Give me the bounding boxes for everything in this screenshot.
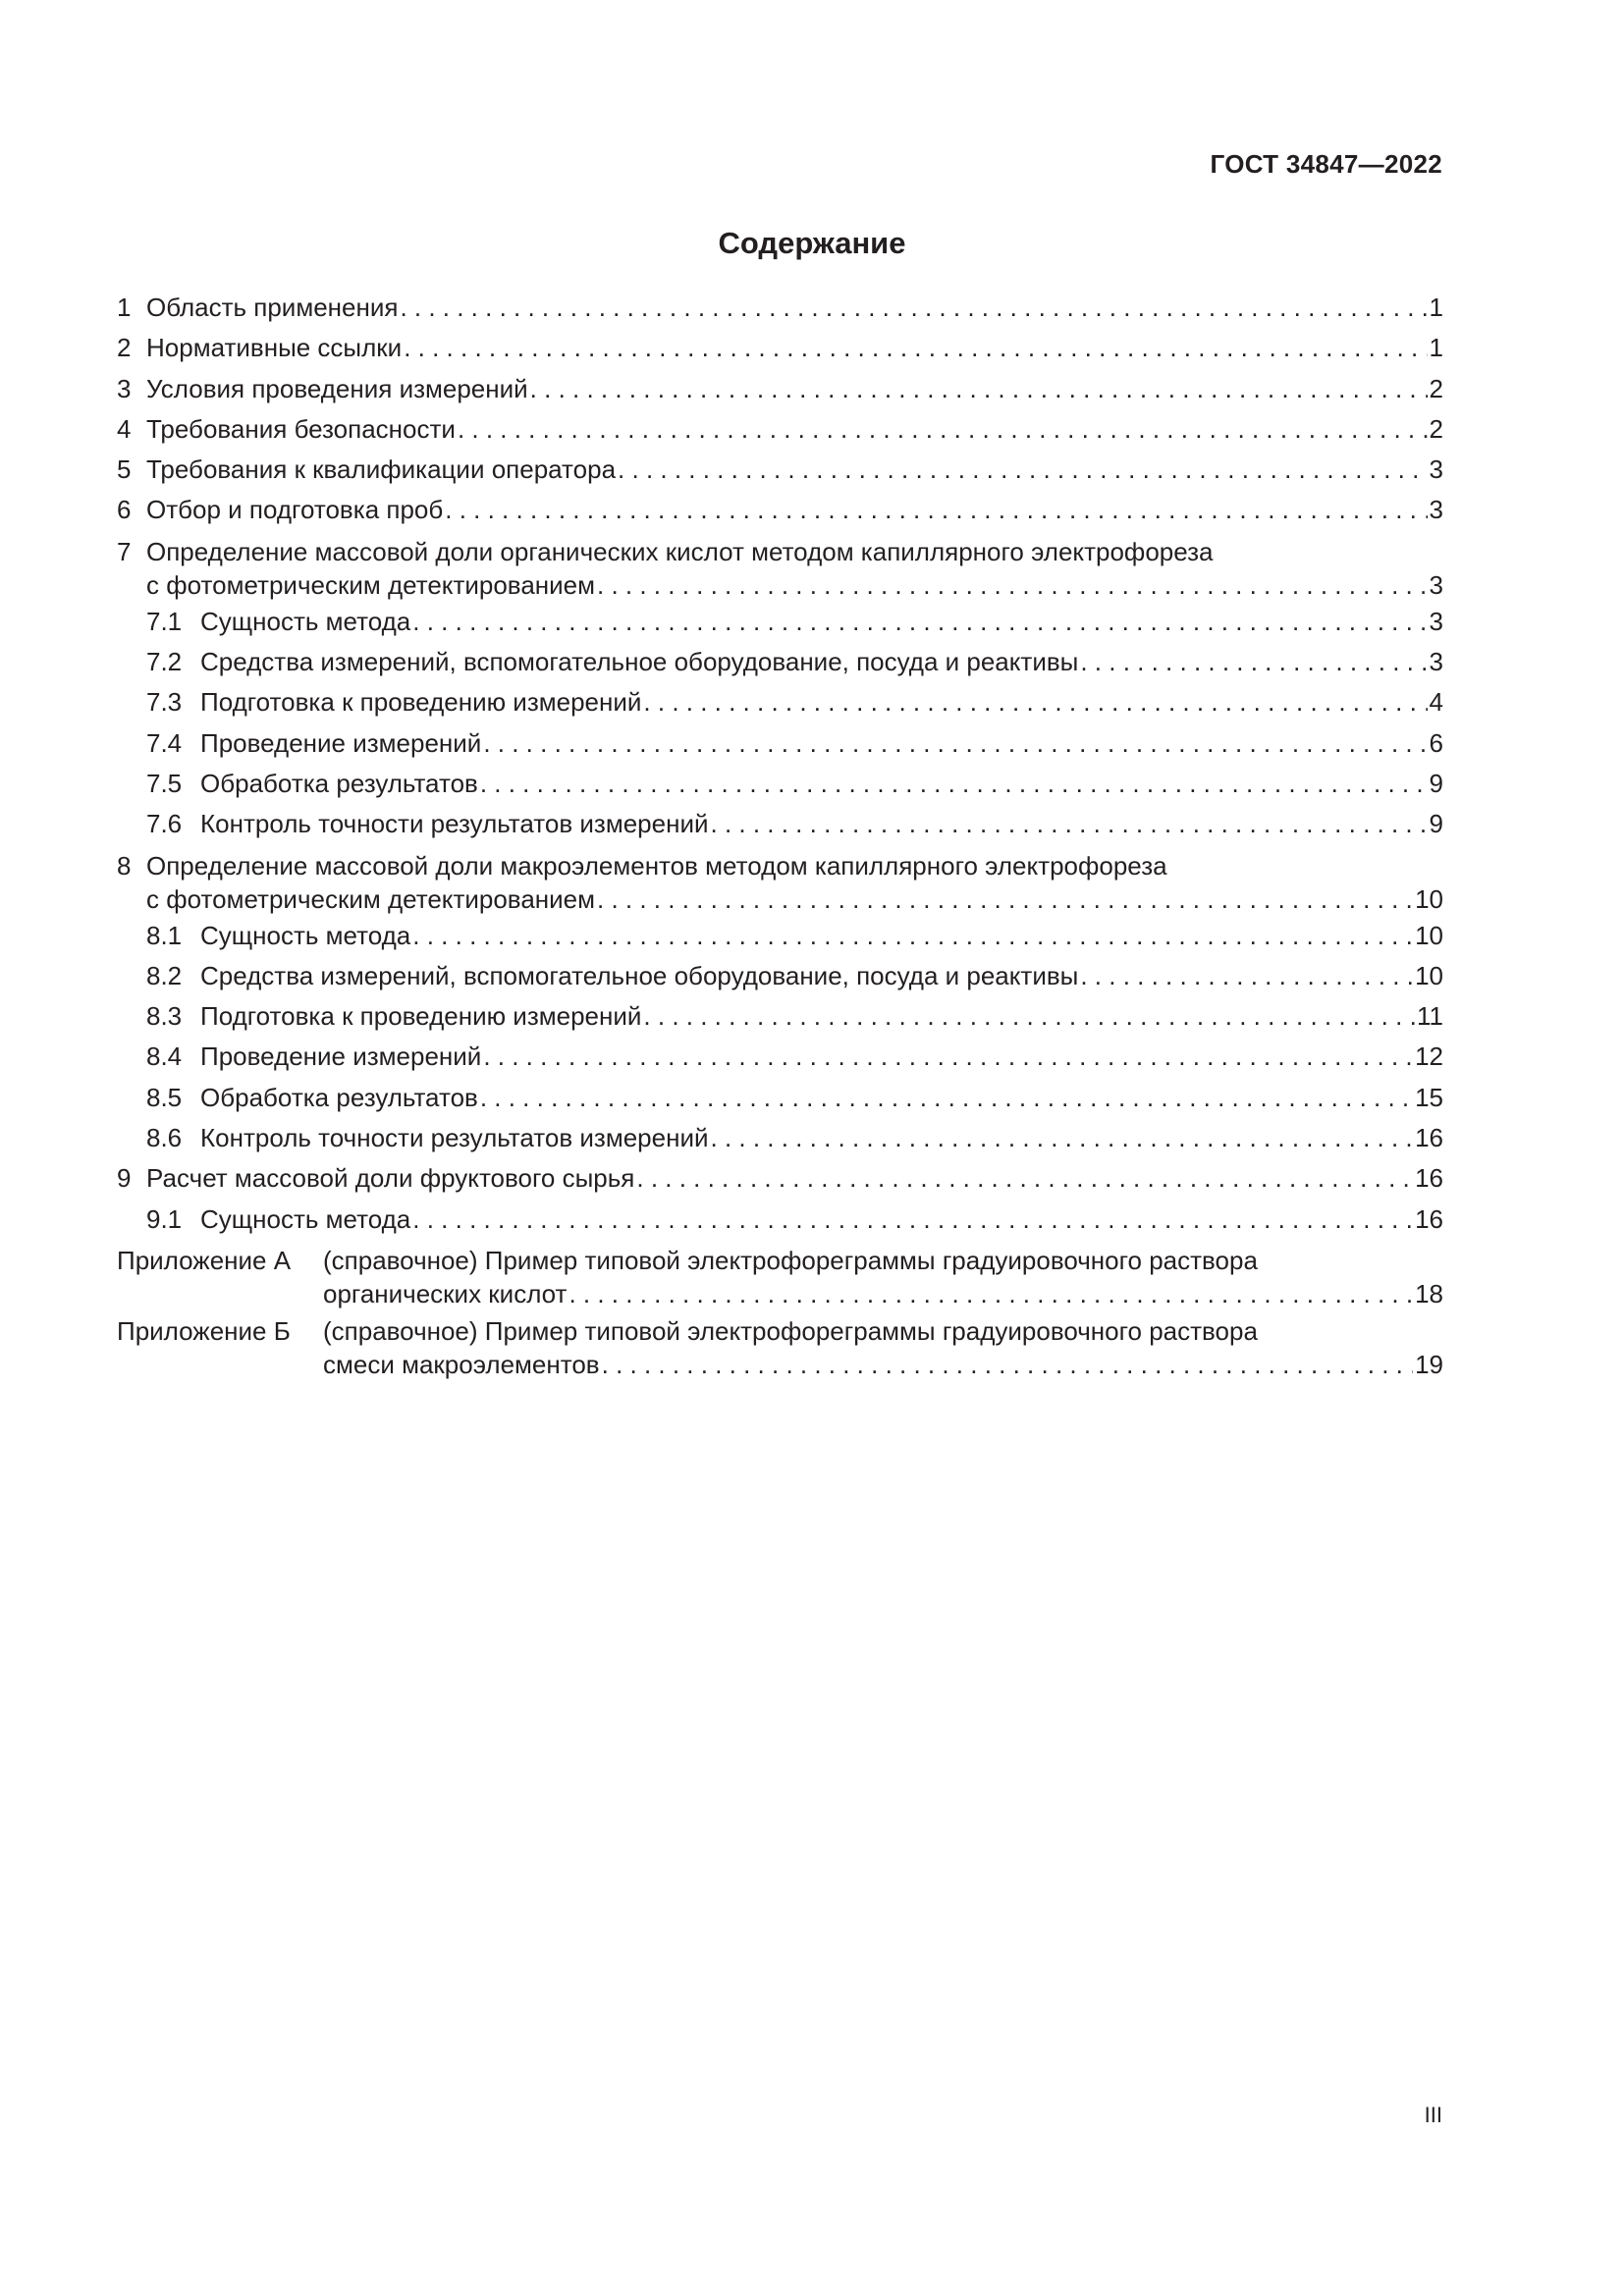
toc-entry-page: 16 [1415,1163,1443,1194]
toc-subentry[interactable] [117,956,1443,996]
toc-entry-page: 16 [1415,1123,1443,1153]
toc-entry-number: 9.1 [146,1203,183,1234]
leader-dots [480,764,1428,804]
toc-entry-label: Сущность метода [200,606,411,636]
toc-entry-number: 6 [117,495,132,525]
toc-entry-page: 18 [1415,1278,1443,1308]
toc-appendix-entry[interactable] [117,1314,1443,1348]
toc-entry-label: (справочное) Пример типовой электрофореграммы градуировочного раствора [323,1245,1258,1275]
toc-entry-label: Средства измерений, вспомогательное оборудование, посуда и реактивы [200,960,1079,990]
toc-entry-continuation[interactable] [117,1277,1443,1310]
toc-entry-page: 12 [1415,1041,1443,1072]
toc-entry-page: 10 [1415,960,1443,990]
toc-entry-label-line2: органических кислот [323,1278,568,1308]
leader-dots [1080,956,1413,996]
toc-entry-number: 8.5 [146,1082,183,1112]
leader-dots [412,602,1427,642]
toc-entry-number: 8 [117,850,132,881]
toc-appendix-entry[interactable] [117,1244,1443,1277]
toc-entry-label: Определение массовой доли органических кислот методом капиллярного электрофореза [146,536,1214,566]
toc-title: Содержание [718,226,906,260]
toc-entry[interactable] [117,535,1443,568]
toc-entry-page: 9 [1429,809,1443,839]
table-of-contents [117,288,1443,1381]
toc-entry-continuation[interactable] [117,882,1443,916]
toc-entry-number: 8.3 [146,1001,183,1032]
leader-dots [483,723,1427,764]
toc-entry-label: Условия проведения измерений [146,373,528,403]
toc-subentry[interactable] [117,682,1443,722]
toc-entry-label: Требования к квалификации оператора [146,454,617,485]
toc-entry[interactable] [117,450,1443,490]
toc-entry-label: Контроль точности результатов измерений [200,1123,709,1153]
toc-entry-label: Сущность метода [200,920,411,950]
toc-entry-number: 7.1 [146,606,183,636]
leader-dots [711,1118,1414,1158]
toc-entry-number: 8.2 [146,960,183,990]
toc-subentry[interactable] [117,1200,1443,1240]
toc-subentry[interactable] [117,602,1443,642]
toc-entry-page: 1 [1429,333,1443,363]
toc-entry-label: (справочное) Пример типовой электрофореграммы градуировочного раствора [323,1315,1258,1346]
leader-dots [1080,642,1427,682]
leader-dots [480,1078,1413,1118]
toc-entry-number: 8.1 [146,920,183,950]
toc-entry-number: 4 [117,413,132,444]
toc-entry-label: Проведение измерений [200,727,482,758]
leader-dots [711,804,1428,844]
toc-entry-label: Подготовка к проведению измерений [200,1001,642,1032]
toc-entry-label: Расчет массовой доли фруктового сырья [146,1163,635,1194]
toc-subentry[interactable] [117,1118,1443,1158]
toc-entry[interactable] [117,490,1443,530]
toc-entry[interactable] [117,288,1443,328]
toc-entry-label: Подготовка к проведению измерений [200,687,642,718]
leader-dots [643,996,1415,1037]
leader-dots [597,568,1428,602]
toc-entry-number: 8.4 [146,1041,183,1072]
leader-dots [412,1200,1413,1240]
leader-dots [530,369,1428,409]
toc-entry-page: 2 [1429,373,1443,403]
document-code: ГОСТ 34847—2022 [1210,149,1442,179]
toc-entry-page: 3 [1429,454,1443,485]
toc-entry-label: Определение массовой доли макроэлементов методом капиллярного электрофореза [146,850,1167,881]
toc-entry-page: 2 [1429,413,1443,444]
toc-entry-page: 6 [1429,727,1443,758]
toc-entry-number: 7.5 [146,768,183,798]
toc-entry-page: 10 [1415,920,1443,950]
toc-entry-page: 3 [1429,495,1443,525]
toc-entry-label: Сущность метода [200,1203,411,1234]
toc-entry[interactable] [117,328,1443,368]
toc-entry-continuation[interactable] [117,1348,1443,1381]
toc-entry-page: 10 [1415,883,1443,914]
toc-entry-number: 7.4 [146,727,183,758]
leader-dots [483,1037,1413,1077]
toc-entry-page: 3 [1429,647,1443,677]
toc-entry-continuation[interactable] [117,568,1443,602]
toc-entry-page: 3 [1429,606,1443,636]
leader-dots [597,882,1413,916]
leader-dots [568,1277,1413,1310]
toc-entry-number: 7.6 [146,809,183,839]
toc-entry-label: Контроль точности результатов измерений [200,809,709,839]
toc-entry[interactable] [117,369,1443,409]
toc-subentry[interactable] [117,1078,1443,1118]
toc-entry-number: 5 [117,454,132,485]
toc-entry[interactable] [117,409,1443,450]
leader-dots [445,490,1427,530]
leader-dots [400,288,1427,328]
toc-entry-number: 8.6 [146,1123,183,1153]
toc-entry-page: 4 [1429,687,1443,718]
toc-entry[interactable] [117,849,1443,882]
toc-entry-number: 3 [117,373,132,403]
toc-appendix-label: Приложение А [117,1245,292,1275]
toc-entry-label: Отбор и подготовка проб [146,495,444,525]
toc-subentry[interactable] [117,996,1443,1037]
toc-entry-number: 7.3 [146,687,183,718]
toc-entry-label: Требования безопасности [146,413,456,444]
toc-entry-label: Обработка результатов [200,1082,478,1112]
toc-entry-number: 9 [117,1163,132,1194]
toc-entry-label-line2: с фотометрическим детектированием [146,883,596,914]
toc-entry-label: Область применения [146,293,399,322]
toc-entry-page: 9 [1429,768,1443,798]
toc-subentry[interactable] [117,804,1443,844]
leader-dots [618,450,1427,490]
leader-dots [458,409,1428,450]
toc-entry-number: 7 [117,536,132,566]
toc-entry-label-line2: с фотометрическим детектированием [146,569,596,600]
toc-entry-page: 15 [1415,1082,1443,1112]
toc-entry-label: Обработка результатов [200,768,478,798]
toc-entry-page: 16 [1415,1203,1443,1234]
leader-dots [643,682,1427,722]
toc-subentry[interactable] [117,916,1443,956]
toc-entry-number: 7.2 [146,647,183,677]
toc-entry-label: Нормативные ссылки [146,333,403,363]
toc-subentry[interactable] [117,723,1443,764]
toc-entry-label: Средства измерений, вспомогательное оборудование, посуда и реактивы [200,647,1079,677]
toc-entry-number: 2 [117,333,132,363]
toc-subentry[interactable] [117,642,1443,682]
toc-entry-label: Проведение измерений [200,1041,482,1072]
leader-dots [404,328,1427,368]
toc-subentry[interactable] [117,764,1443,804]
toc-entry-page: 1 [1429,293,1443,322]
page-number: III [1424,2103,1442,2127]
leader-dots [602,1348,1413,1381]
toc-entry-page: 3 [1429,569,1443,600]
toc-entry[interactable] [117,1158,1443,1199]
leader-dots [412,916,1413,956]
leader-dots [636,1158,1413,1199]
toc-entry-number: 1 [117,293,132,322]
toc-entry-page: 11 [1417,1001,1443,1032]
toc-subentry[interactable] [117,1037,1443,1077]
toc-appendix-label: Приложение Б [117,1315,291,1346]
toc-entry-label-line2: смеси макроэлементов [323,1349,600,1379]
toc-entry-page: 19 [1415,1349,1443,1379]
